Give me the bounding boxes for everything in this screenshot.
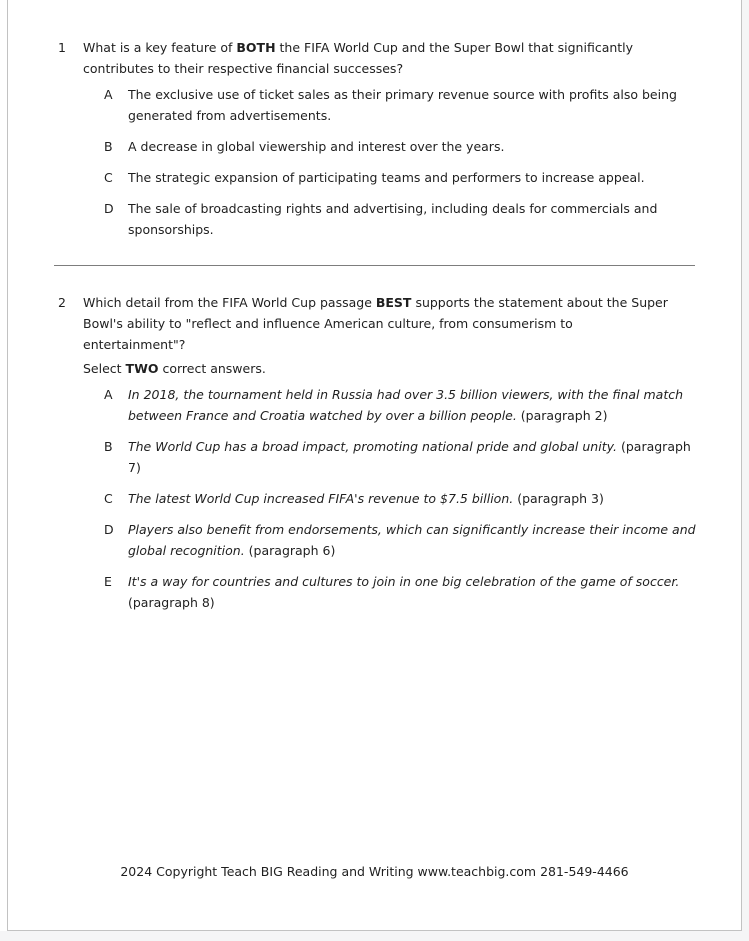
footer-copyright: 2024 Copyright Teach BIG Reading and Writing www.teachbig.com 281-549-4466 <box>120 864 629 879</box>
select-instruction-pre: Select <box>83 361 126 376</box>
option-text: The sale of broadcasting rights and advertising, including deals for commercials and sponsorships. <box>128 201 658 237</box>
option-text: The exclusive use of ticket sales as their primary revenue source with profits also being generated from advertisements. <box>128 87 677 123</box>
canvas-background-bottom <box>0 931 749 941</box>
question-2-options <box>104 384 741 613</box>
option-quote: Players also benefit from endorsements, which can significantly increase their income and global recognition. <box>128 522 696 558</box>
worksheet-page <box>7 0 742 931</box>
option-text: A decrease in global viewership and interest over the years. <box>128 139 505 154</box>
question-2-option-e <box>104 571 741 613</box>
question-1-options <box>104 84 741 240</box>
option-text <box>128 436 706 478</box>
question-1-row <box>58 37 741 79</box>
question-2-option-c <box>104 488 741 509</box>
option-letter: D <box>104 522 114 537</box>
option-quote: It's a way for countries and cultures to join in one big celebration of the game of soccer. <box>128 574 680 589</box>
option-paragraph-ref: (paragraph 7) <box>128 439 691 475</box>
question-1-option-b <box>104 136 741 157</box>
question-1-option-a <box>104 84 741 126</box>
question-1-prompt <box>83 37 675 79</box>
question-2-option-d <box>104 519 741 561</box>
question-2-prompt-pre: Which detail from the FIFA World Cup passage <box>83 295 376 310</box>
question-1 <box>58 37 741 240</box>
option-text <box>128 519 706 561</box>
option-paragraph-ref: (paragraph 6) <box>244 543 336 558</box>
question-2-prompt <box>83 292 675 355</box>
question-1-number: 1 <box>58 40 66 55</box>
canvas-background-right <box>742 0 749 941</box>
option-text <box>128 384 706 426</box>
select-instruction <box>83 358 741 379</box>
option-letter: B <box>104 439 113 454</box>
question-2-option-a <box>104 384 741 426</box>
option-text <box>128 571 706 613</box>
option-letter: D <box>104 201 114 216</box>
question-2-option-b <box>104 436 741 478</box>
option-paragraph-ref: (paragraph 2) <box>516 408 608 423</box>
question-2-row <box>58 292 741 355</box>
question-2 <box>58 292 741 613</box>
question-2-prompt-post: supports the statement about the Super Bowl's ability to "reflect and influence American culture, from consumerism to entertainment"? <box>83 295 668 352</box>
question-2-number: 2 <box>58 295 66 310</box>
option-letter: A <box>104 387 113 402</box>
select-instruction-post: correct answers. <box>158 361 266 376</box>
question-2-prompt-bold: BEST <box>375 295 412 310</box>
select-instruction-bold: TWO <box>125 361 159 376</box>
option-quote: The World Cup has a broad impact, promoting national pride and global unity. <box>128 439 617 454</box>
question-1-prompt-bold: BOTH <box>236 40 276 55</box>
question-divider <box>54 265 695 266</box>
option-letter: A <box>104 87 113 102</box>
option-text <box>128 488 706 509</box>
option-paragraph-ref: (paragraph 8) <box>128 595 215 610</box>
question-1-option-d <box>104 198 741 240</box>
option-quote: In 2018, the tournament held in Russia had over 3.5 billion viewers, with the final match between France and Croatia watched by over a billion people. <box>128 387 684 423</box>
question-1-option-c <box>104 167 741 188</box>
option-text: The strategic expansion of participating teams and performers to increase appeal. <box>128 170 645 185</box>
option-letter: C <box>104 491 113 506</box>
option-paragraph-ref: (paragraph 3) <box>513 491 604 506</box>
option-letter: E <box>104 574 112 589</box>
option-quote: The latest World Cup increased FIFA's revenue to $7.5 billion. <box>128 491 514 506</box>
question-1-prompt-pre: What is a key feature of <box>83 40 237 55</box>
question-1-prompt-post: the FIFA World Cup and the Super Bowl that significantly contributes to their respective financial successes? <box>83 40 634 76</box>
option-letter: C <box>104 170 113 185</box>
option-letter: B <box>104 139 113 154</box>
